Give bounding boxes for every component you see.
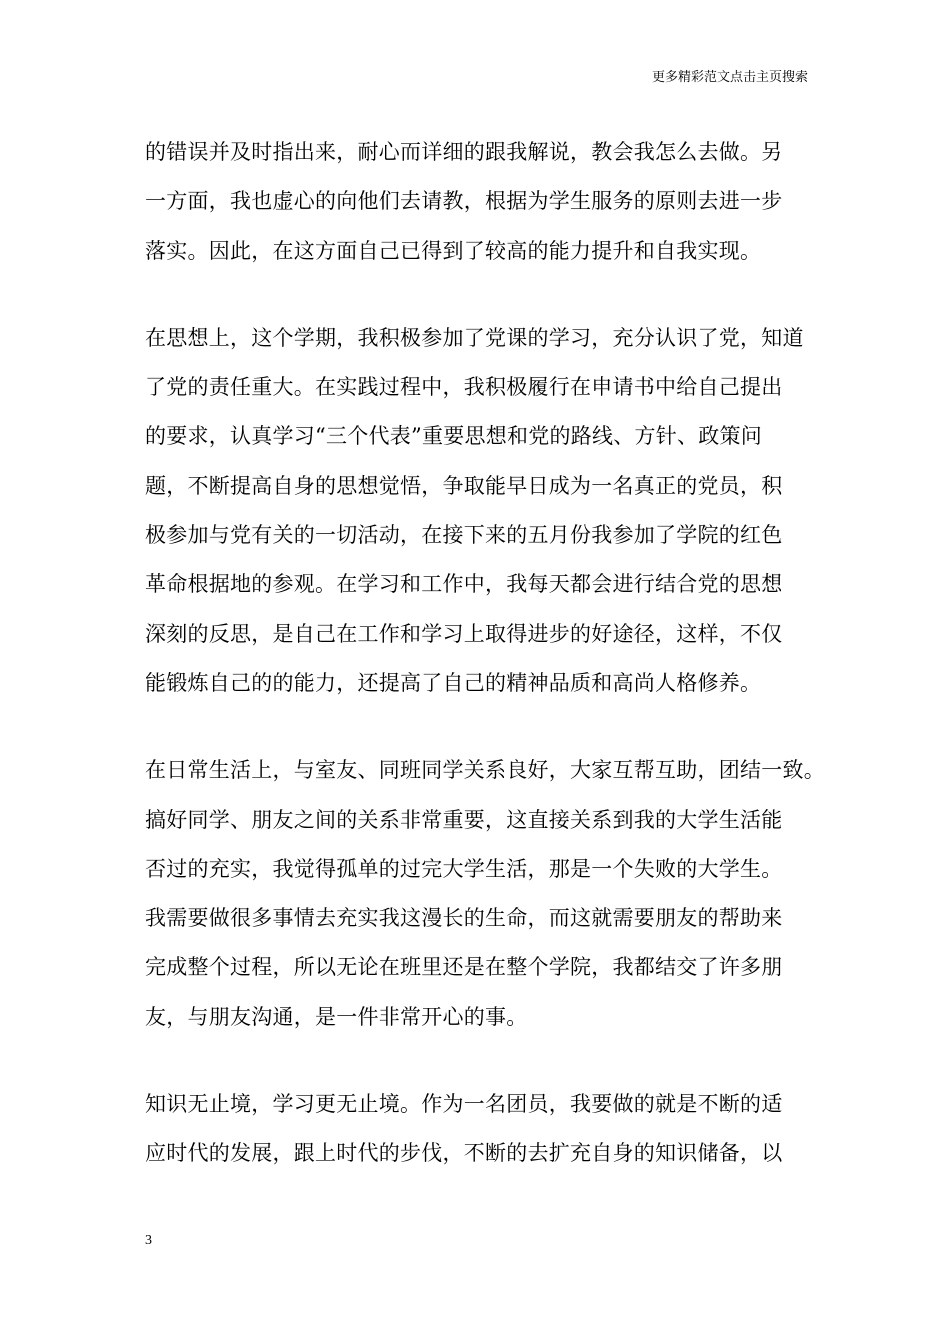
- text-line: 一方面，我也虚心的向他们去请教，根据为学生服务的原则去进一步: [145, 189, 783, 214]
- text-line: 友，与朋友沟通，是一件非常开心的事。: [145, 1004, 528, 1029]
- document-body: [145, 128, 825, 1217]
- text-line: 在思想上，这个学期，我积极参加了党课的学习，充分认识了党，知道: [145, 325, 804, 350]
- text-line: 在日常生活上，与室友、同班同学关系良好，大家互帮互助，团结一致。: [145, 758, 825, 783]
- paragraph: [145, 746, 825, 1042]
- text-line: 能锻炼自己的的能力，还提高了自己的精神品质和高尚人格修养。: [145, 670, 762, 695]
- paragraph: [145, 314, 815, 708]
- text-line: 革命根据地的参观。在学习和工作中，我每天都会进行结合党的思想: [145, 572, 783, 597]
- text-line: 了党的责任重大。在实践过程中，我积极履行在申请书中给自己提出: [145, 375, 783, 400]
- text-line: 我需要做很多事情去充实我这漫长的生命，而这就需要朋友的帮助来: [145, 906, 783, 931]
- text-line: 极参加与党有关的一切活动，在接下来的五月份我参加了学院的红色: [145, 523, 783, 548]
- header-link[interactable]: 更多精彩范文点击主页搜索: [651, 70, 808, 85]
- text-line: 深刻的反思，是自己在工作和学习上取得进步的好途径，这样，不仅: [145, 621, 783, 646]
- paragraph: [145, 128, 815, 276]
- text-line: 题，不断提高自身的思想觉悟，争取能早日成为一名真正的党员，积: [145, 473, 783, 498]
- page-number: 3: [145, 1233, 152, 1248]
- text-line: 完成整个过程，所以无论在班里还是在整个学院，我都结交了许多朋: [145, 955, 783, 980]
- text-line: 落实。因此，在这方面自己已得到了较高的能力提升和自我实现。: [145, 238, 762, 263]
- text-line: 应时代的发展，跟上时代的步伐，不断的去扩充自身的知识储备，以: [145, 1141, 783, 1166]
- text-line: 的要求，认真学习“三个代表”重要思想和党的路线、方针、政策问: [145, 424, 762, 449]
- paragraph: [145, 1080, 815, 1179]
- text-line: 的错误并及时指出来，耐心而详细的跟我解说，教会我怎么去做。另: [145, 140, 783, 164]
- text-line: 搞好同学、朋友之间的关系非常重要，这直接关系到我的大学生活能: [145, 807, 783, 832]
- text-line: 知识无止境，学习更无止境。作为一名团员，我要做的就是不断的适: [145, 1092, 783, 1117]
- text-line: 否过的充实，我觉得孤单的过完大学生活，那是一个失败的大学生。: [145, 856, 783, 881]
